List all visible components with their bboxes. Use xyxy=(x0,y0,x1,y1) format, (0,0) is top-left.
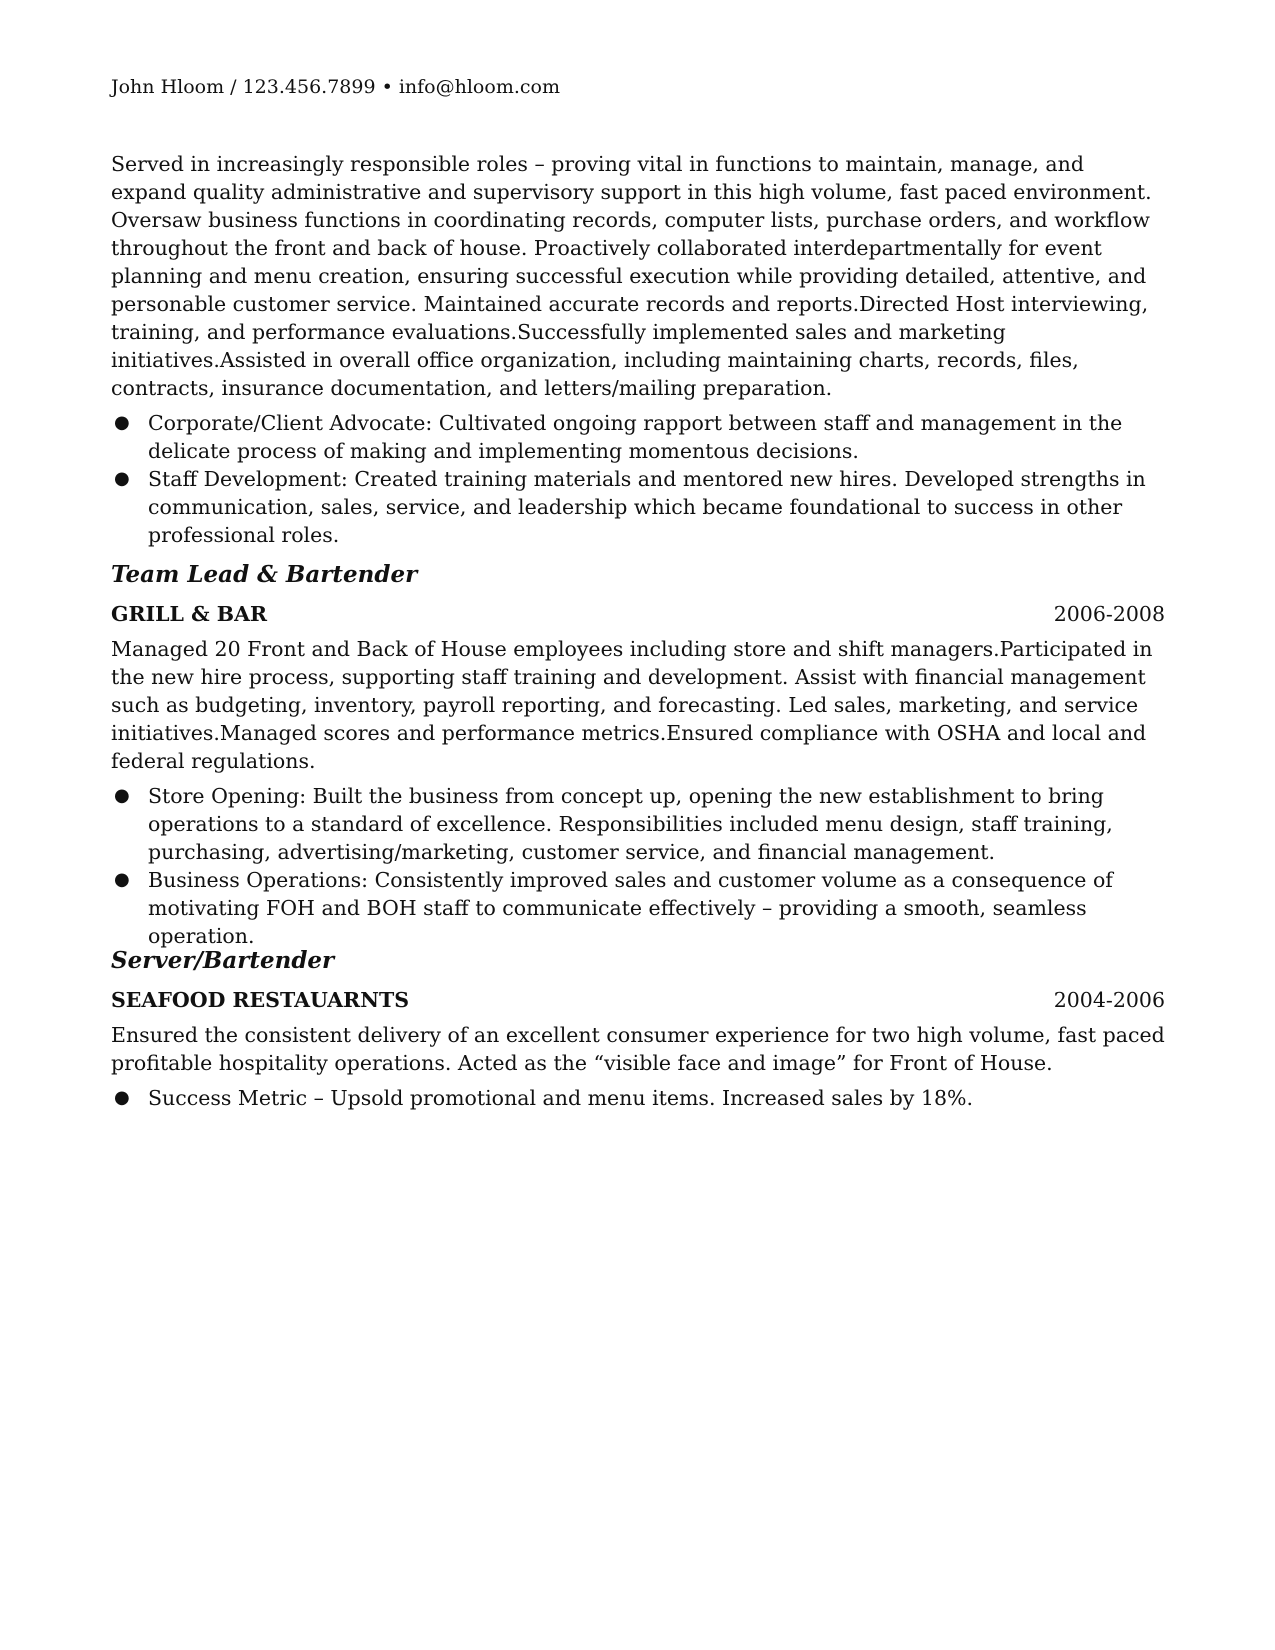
job-title: Server/Bartender xyxy=(111,947,335,974)
job-server-bartender xyxy=(111,946,1165,1112)
job-header-row xyxy=(111,986,1165,1014)
summary-section xyxy=(111,150,1165,549)
company-name: SEAFOOD RESTAUARNTS xyxy=(111,988,410,1012)
company-name: GRILL & BAR xyxy=(111,602,268,626)
job-dates: 2004-2006 xyxy=(1053,988,1165,1012)
bullet-text: Staff Development: Created training materials and mentored new hires. Developed strengths in communication, sales, service, and leadership which became foundational to success in other professional roles. xyxy=(148,467,1146,547)
job-description: Managed 20 Front and Back of House employees including store and shift managers.Participated in the new hire process, supporting staff training and development. Assist with financial management such as budgeting, inventory, payroll reporting, and forecasting. Led sales, marketing, and service initiatives.Managed scores and performance metrics.Ensured compliance with OSHA and local and federal regulations. xyxy=(111,637,1153,773)
job-dates: 2006-2008 xyxy=(1053,602,1165,626)
list-item xyxy=(111,782,1165,866)
summary-bullets xyxy=(111,409,1165,549)
job-bullets xyxy=(111,782,1165,950)
contact-line: John Hloom / 123.456.7899 • info@hloom.com xyxy=(111,76,560,98)
summary-paragraph: Served in increasingly responsible roles – proving vital in functions to maintain, manage, and expand quality administrative and supervisory support in this high volume, fast paced environment. Oversaw business functions in coordinating records, computer lists, purchase orders, and workflow throughout the front and back of house. Proactively collaborated interdepartmentally for event planning and menu creation, ensuring successful execution while providing detailed, attentive, and personable customer service. Maintained accurate records and reports.Directed Host interviewing, training, and performance evaluations.Successfully implemented sales and marketing initiatives.Assisted in overall office organization, including maintaining charts, records, files, contracts, insurance documentation, and letters/mailing preparation. xyxy=(111,152,1152,400)
bullet-text: Store Opening: Built the business from concept up, opening the new establishment to bring operations to a standard of excellence. Responsibilities included menu design, staff training, purchasing, advertising/marketing, customer service, and financial management. xyxy=(148,784,1113,864)
list-item xyxy=(111,866,1165,950)
list-item xyxy=(111,1084,1165,1112)
bullet-icon: ● xyxy=(114,785,130,806)
bullet-icon: ● xyxy=(114,468,130,489)
bullet-icon: ● xyxy=(114,1087,130,1108)
bullet-icon: ● xyxy=(114,412,130,433)
bullet-text: Success Metric – Upsold promotional and menu items. Increased sales by 18%. xyxy=(148,1086,973,1110)
bullet-text: Corporate/Client Advocate: Cultivated ongoing rapport between staff and management in the delicate process of making and implementing momentous decisions. xyxy=(148,411,1123,463)
job-header-row xyxy=(111,600,1165,628)
list-item xyxy=(111,409,1165,465)
job-team-lead xyxy=(111,560,1165,950)
job-title: Team Lead & Bartender xyxy=(111,561,418,588)
job-description: Ensured the consistent delivery of an excellent consumer experience for two high volume, fast paced profitable hospitality operations. Acted as the “visible face and image” for Front of House. xyxy=(111,1023,1165,1075)
job-bullets xyxy=(111,1084,1165,1112)
bullet-text: Business Operations: Consistently improved sales and customer volume as a consequence of motivating FOH and BOH staff to communicate effectively – providing a smooth, seamless operation. xyxy=(148,868,1113,948)
bullet-icon: ● xyxy=(114,869,130,890)
list-item xyxy=(111,465,1165,549)
